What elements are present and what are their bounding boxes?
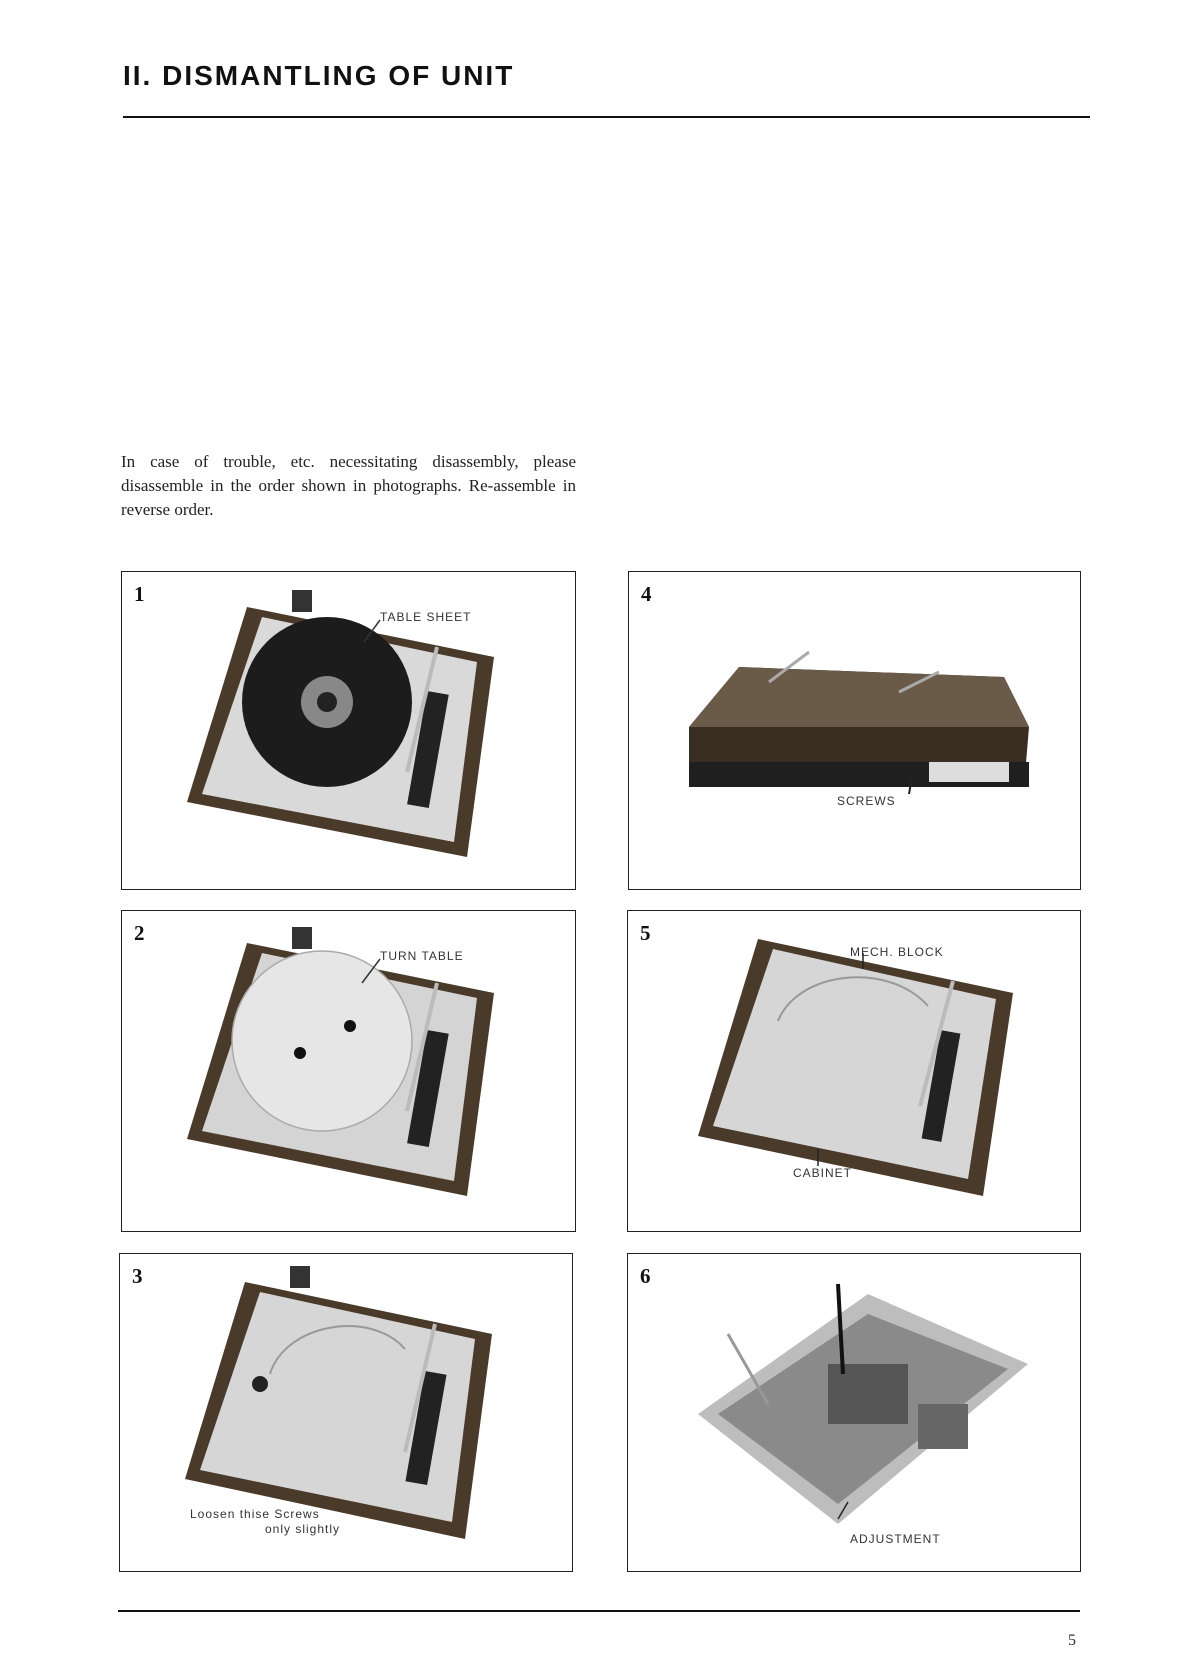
intro-paragraph: In case of trouble, etc. necessitating disassembly, please disassemble in the order shown in photographs. Re-assemble in reverse order. — [121, 452, 576, 519]
mechanism-underside-photo — [628, 1254, 1080, 1571]
label-adjustment: ADJUSTMENT — [850, 1532, 941, 1546]
panel-number-4: 4 — [641, 582, 652, 606]
photo-panel-3 — [119, 1253, 573, 1572]
panel-number-1: 1 — [134, 582, 145, 606]
turntable-with-table-sheet-photo — [122, 572, 575, 889]
label-loosen-screws: Loosen thise Screws — [190, 1507, 320, 1521]
label-cabinet: CABINET — [793, 1166, 853, 1180]
turntable-with-platter-photo — [122, 911, 575, 1231]
label-screws: SCREWS — [837, 794, 896, 808]
page-number: 5 — [1068, 1632, 1076, 1649]
bottom-rule — [118, 1610, 1080, 1612]
panel-number-6: 6 — [640, 1264, 651, 1288]
label-turn-table: TURN TABLE — [380, 949, 464, 963]
photo-panel-6 — [627, 1253, 1081, 1572]
photo-panel-1 — [121, 571, 576, 890]
label-only-slightly: only slightly — [265, 1522, 341, 1536]
page-title: II. DISMANTLING OF UNIT — [123, 60, 515, 91]
turntable-screws-photo — [120, 1254, 572, 1571]
mech-block-in-cabinet-photo — [628, 911, 1080, 1231]
panel-number-2: 2 — [134, 921, 145, 945]
photo-panel-4 — [628, 571, 1081, 890]
top-rule — [123, 116, 1090, 118]
label-table-sheet: TABLE SHEET — [380, 610, 472, 624]
photo-panel-5 — [627, 910, 1081, 1232]
photo-panel-2 — [121, 910, 576, 1232]
panel-number-5: 5 — [640, 921, 651, 945]
turntable-side-view-photo — [629, 572, 1080, 889]
panel-number-3: 3 — [132, 1264, 143, 1288]
label-mech-block: MECH. BLOCK — [850, 945, 944, 959]
